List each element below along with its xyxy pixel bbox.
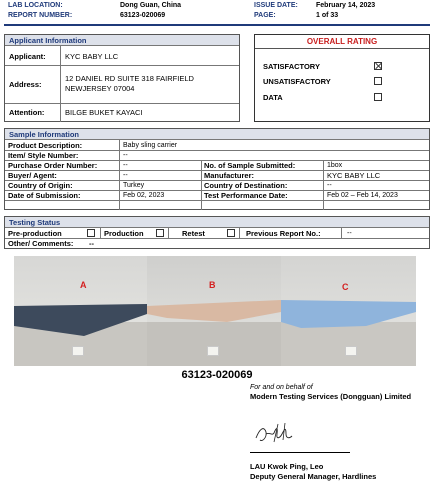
item-style-label: Item/ Style Number: bbox=[8, 151, 79, 160]
applicant-label: Applicant: bbox=[9, 52, 46, 61]
testing-section bbox=[4, 216, 430, 249]
address-line-2: NEWJERSEY 07004 bbox=[65, 84, 135, 93]
applicant-section-title: Applicant Information bbox=[5, 35, 239, 46]
rating-checkbox-satisfactory[interactable] bbox=[374, 62, 382, 70]
signature-line bbox=[250, 452, 350, 453]
signer-title: Deputy General Manager, Hardlines bbox=[250, 472, 377, 481]
rating-label-unsatisfactory: UNSATISFACTORY bbox=[263, 77, 331, 86]
buyer-value: -- bbox=[123, 172, 128, 179]
rating-checkbox-data[interactable] bbox=[374, 93, 382, 101]
buyer-label: Buyer/ Agent: bbox=[8, 171, 57, 180]
rating-label-data: DATA bbox=[263, 93, 283, 102]
overall-rating-title: OVERALL RATING bbox=[306, 37, 378, 46]
signer-name: LAU Kwok Ping, Leo bbox=[250, 462, 324, 471]
sample-photo-b bbox=[147, 256, 281, 366]
page-label: PAGE: bbox=[254, 12, 276, 19]
country-origin-label: Country of Origin: bbox=[8, 181, 73, 190]
sample-tag-a bbox=[72, 346, 84, 356]
testing-label-production: Production bbox=[104, 229, 144, 238]
rating-label-satisfactory: SATISFACTORY bbox=[263, 62, 320, 71]
photo-label-a: A bbox=[80, 280, 87, 290]
po-number-label: Purchase Order Number: bbox=[8, 161, 98, 170]
num-samples-value: 1box bbox=[327, 162, 343, 169]
date-submission-value: Feb 02, 2023 bbox=[123, 192, 165, 199]
applicant-value: KYC BABY LLC bbox=[65, 52, 119, 61]
handwritten-signature bbox=[252, 420, 302, 450]
testing-checkbox-retest[interactable] bbox=[227, 229, 235, 237]
testing-label-preproduction: Pre-production bbox=[8, 229, 62, 238]
sample-tag-b bbox=[207, 346, 219, 356]
testing-label-previous-report: Previous Report No.: bbox=[246, 229, 321, 238]
attention-value: BILGE BUKET KAYACI bbox=[65, 108, 143, 117]
applicant-section bbox=[4, 34, 240, 122]
country-origin-value: Turkey bbox=[123, 182, 145, 189]
previous-report-value: -- bbox=[347, 230, 352, 237]
testing-section-title: Testing Status bbox=[5, 217, 429, 228]
sample-photo-a bbox=[14, 256, 147, 366]
photo-caption: 63123-020069 bbox=[181, 369, 253, 381]
manufacturer-value: KYC BABY LLC bbox=[327, 171, 381, 180]
photo-label-b: B bbox=[209, 280, 216, 290]
product-description-label: Product Description: bbox=[8, 141, 83, 150]
lab-location-label: LAB LOCATION: bbox=[8, 2, 63, 9]
test-period-label: Test Performance Date: bbox=[204, 191, 288, 200]
report-number-value: 63123-020069 bbox=[120, 12, 166, 19]
product-description-value: Baby sling carrier bbox=[123, 142, 178, 149]
behalf-line-1: For and on behalf of bbox=[250, 384, 313, 391]
manufacturer-label: Manufacturer: bbox=[204, 171, 255, 180]
attention-label: Attention: bbox=[9, 108, 45, 117]
sample-photo-c bbox=[281, 256, 416, 366]
address-label: Address: bbox=[9, 80, 42, 89]
num-samples-label: No. of Sample Submitted: bbox=[204, 161, 296, 170]
photo-label-c: C bbox=[342, 282, 349, 292]
other-comments-value: -- bbox=[89, 239, 94, 248]
overall-rating-box bbox=[254, 34, 430, 122]
rating-checkbox-unsatisfactory[interactable] bbox=[374, 77, 382, 85]
item-style-value: -- bbox=[123, 152, 128, 159]
issue-date-value: February 14, 2023 bbox=[316, 2, 376, 9]
header-divider bbox=[4, 24, 430, 26]
po-number-value: -- bbox=[123, 162, 128, 169]
sample-tag-c bbox=[345, 346, 357, 356]
testing-checkbox-production[interactable] bbox=[156, 229, 164, 237]
behalf-line-2: Modern Testing Services (Dongguan) Limited bbox=[250, 392, 412, 401]
testing-label-retest: Retest bbox=[182, 229, 205, 238]
address-line-1: 12 DANIEL RD SUITE 318 FAIRFIELD bbox=[65, 74, 194, 83]
report-number-label: REPORT NUMBER: bbox=[8, 12, 73, 19]
country-destination-value: -- bbox=[327, 182, 332, 189]
issue-date-label: ISSUE DATE: bbox=[254, 2, 298, 9]
country-destination-label: Country of Destination: bbox=[204, 181, 288, 190]
other-comments-label: Other/ Comments: bbox=[8, 239, 74, 248]
lab-location-value: Dong Guan, China bbox=[120, 2, 182, 9]
testing-checkbox-preproduction[interactable] bbox=[87, 229, 95, 237]
page-value: 1 of 33 bbox=[316, 12, 339, 19]
sample-section-title: Sample Information bbox=[5, 129, 429, 140]
test-period-value: Feb 02 – Feb 14, 2023 bbox=[327, 192, 398, 199]
date-submission-label: Date of Submission: bbox=[8, 191, 81, 200]
sample-section bbox=[4, 128, 430, 210]
